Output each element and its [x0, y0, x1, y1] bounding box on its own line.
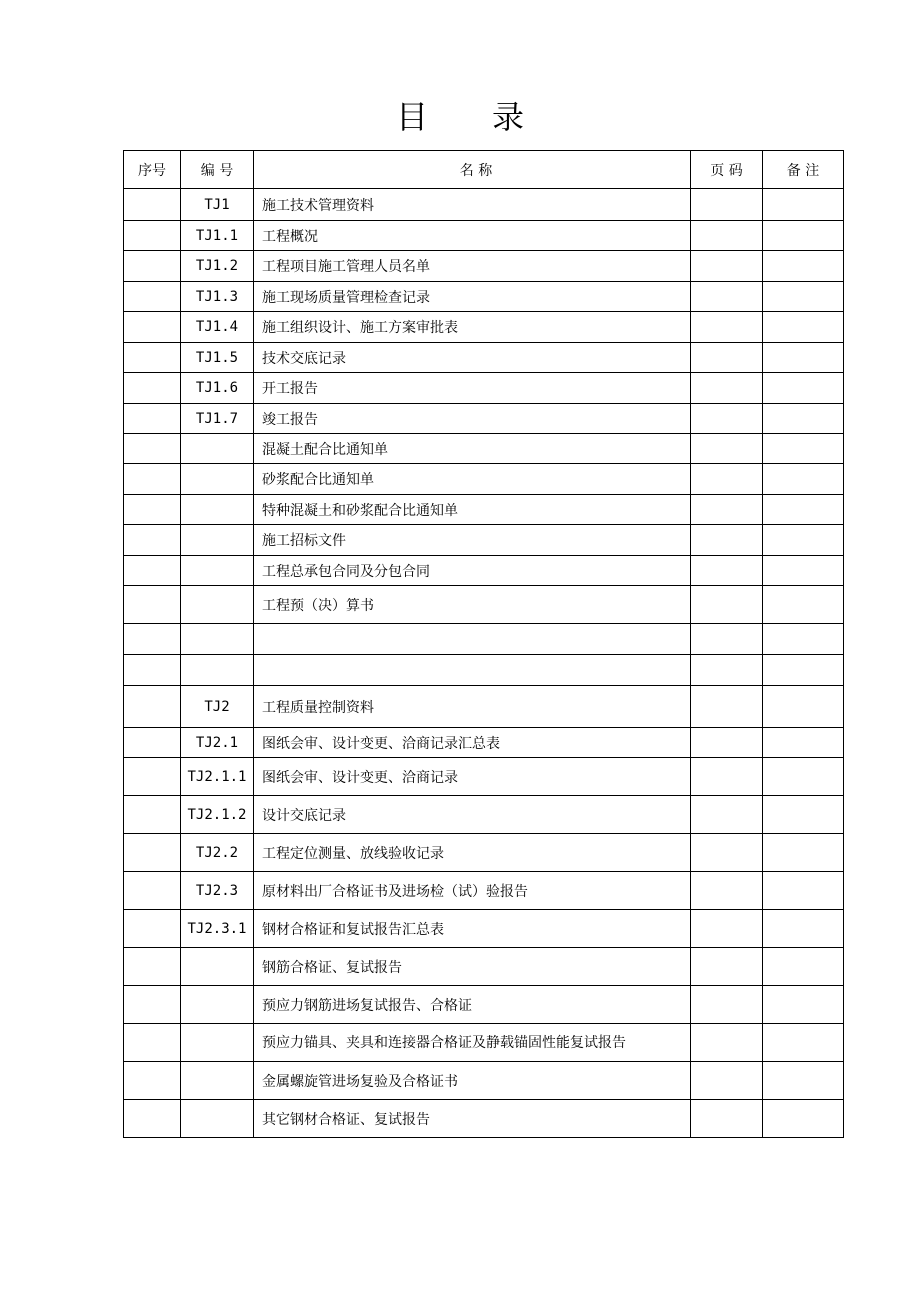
row-note: [763, 251, 844, 282]
row-note: [763, 910, 844, 948]
row-code: [181, 1062, 254, 1100]
row-code: TJ2.1: [181, 728, 254, 758]
table-row: [124, 1062, 844, 1100]
table-row: [124, 525, 844, 556]
row-seq: [124, 556, 181, 586]
row-note: [763, 624, 844, 655]
table-row: [124, 312, 844, 343]
row-name: 工程总承包合同及分包合同: [254, 556, 691, 586]
row-note: [763, 872, 844, 910]
row-seq: [124, 373, 181, 404]
row-page: [691, 373, 763, 404]
row-code: [181, 525, 254, 556]
row-code: TJ1.6: [181, 373, 254, 404]
row-page: [691, 1062, 763, 1100]
row-code: TJ1.5: [181, 343, 254, 373]
header-name: 名 称: [254, 151, 691, 189]
row-code: [181, 495, 254, 525]
row-note: [763, 282, 844, 312]
table-row: [124, 251, 844, 282]
row-page: [691, 282, 763, 312]
row-code: [181, 1100, 254, 1138]
page-title: [0, 92, 920, 138]
header-note: 备 注: [763, 151, 844, 189]
row-code: TJ2.3: [181, 872, 254, 910]
row-note: [763, 728, 844, 758]
table-row: [124, 834, 844, 872]
row-page: [691, 251, 763, 282]
row-seq: [124, 343, 181, 373]
table-row: [124, 221, 844, 251]
row-note: [763, 986, 844, 1024]
row-seq: [124, 221, 181, 251]
row-name: 图纸会审、设计变更、洽商记录: [254, 758, 691, 796]
row-note: [763, 1100, 844, 1138]
row-name: 预应力钢筋进场复试报告、合格证: [254, 986, 691, 1024]
row-note: [763, 525, 844, 556]
row-seq: [124, 312, 181, 343]
row-name: 工程预（决）算书: [254, 586, 691, 624]
row-page: [691, 525, 763, 556]
table-row: [124, 189, 844, 221]
row-name: 竣工报告: [254, 404, 691, 434]
row-page: [691, 221, 763, 251]
row-note: [763, 1062, 844, 1100]
row-seq: [124, 686, 181, 728]
row-code: TJ2: [181, 686, 254, 728]
row-name: 施工技术管理资料: [254, 189, 691, 221]
table-row: [124, 556, 844, 586]
row-seq: [124, 464, 181, 495]
row-page: [691, 948, 763, 986]
row-name: 钢材合格证和复试报告汇总表: [254, 910, 691, 948]
row-note: [763, 404, 844, 434]
row-page: [691, 910, 763, 948]
row-code: TJ1.7: [181, 404, 254, 434]
row-seq: [124, 189, 181, 221]
table-row: [124, 686, 844, 728]
row-name: [254, 655, 691, 686]
row-name: 特种混凝土和砂浆配合比通知单: [254, 495, 691, 525]
row-note: [763, 948, 844, 986]
row-seq: [124, 1024, 181, 1062]
table-row: [124, 434, 844, 464]
row-code: TJ1.4: [181, 312, 254, 343]
row-seq: [124, 1100, 181, 1138]
row-note: [763, 834, 844, 872]
row-note: [763, 189, 844, 221]
table-row: [124, 404, 844, 434]
row-name: 图纸会审、设计变更、洽商记录汇总表: [254, 728, 691, 758]
table-row: [124, 728, 844, 758]
row-seq: [124, 948, 181, 986]
row-code: TJ2.3.1: [181, 910, 254, 948]
row-note: [763, 495, 844, 525]
row-code: TJ1: [181, 189, 254, 221]
row-seq: [124, 986, 181, 1024]
row-name: 预应力锚具、夹具和连接器合格证及静载锚固性能复试报告: [254, 1024, 691, 1062]
table-row: [124, 758, 844, 796]
row-page: [691, 686, 763, 728]
row-page: [691, 434, 763, 464]
table-row: [124, 796, 844, 834]
row-code: TJ2.2: [181, 834, 254, 872]
row-seq: [124, 796, 181, 834]
row-page: [691, 796, 763, 834]
row-code: [181, 1024, 254, 1062]
row-note: [763, 312, 844, 343]
header-seq: 序号: [124, 151, 181, 189]
row-note: [763, 343, 844, 373]
row-name: 施工组织设计、施工方案审批表: [254, 312, 691, 343]
row-note: [763, 464, 844, 495]
row-note: [763, 586, 844, 624]
table-row: [124, 495, 844, 525]
row-name: 金属螺旋管进场复验及合格证书: [254, 1062, 691, 1100]
table-header-row: [124, 151, 844, 189]
row-name: 原材料出厂合格证书及进场检（试）验报告: [254, 872, 691, 910]
table-row: [124, 948, 844, 986]
toc-table: [123, 150, 844, 1138]
row-code: TJ1.3: [181, 282, 254, 312]
row-page: [691, 464, 763, 495]
table-row: [124, 1024, 844, 1062]
row-page: [691, 624, 763, 655]
row-page: [691, 728, 763, 758]
row-note: [763, 686, 844, 728]
row-note: [763, 796, 844, 834]
title-char-2: 录: [492, 98, 525, 136]
table-row: [124, 986, 844, 1024]
row-page: [691, 1024, 763, 1062]
row-code: TJ1.2: [181, 251, 254, 282]
row-code: [181, 986, 254, 1024]
row-seq: [124, 728, 181, 758]
header-page: 页 码: [691, 151, 763, 189]
row-name: 砂浆配合比通知单: [254, 464, 691, 495]
row-note: [763, 556, 844, 586]
row-page: [691, 655, 763, 686]
row-name: 设计交底记录: [254, 796, 691, 834]
row-page: [691, 834, 763, 872]
row-name: 混凝土配合比通知单: [254, 434, 691, 464]
table-row: [124, 655, 844, 686]
row-code: [181, 434, 254, 464]
row-page: [691, 495, 763, 525]
row-seq: [124, 434, 181, 464]
row-page: [691, 758, 763, 796]
row-name: 其它钢材合格证、复试报告: [254, 1100, 691, 1138]
row-name: [254, 624, 691, 655]
row-seq: [124, 910, 181, 948]
row-name: 工程质量控制资料: [254, 686, 691, 728]
row-page: [691, 872, 763, 910]
row-page: [691, 189, 763, 221]
row-page: [691, 1100, 763, 1138]
row-note: [763, 221, 844, 251]
table-row: [124, 910, 844, 948]
row-seq: [124, 404, 181, 434]
row-name: 施工招标文件: [254, 525, 691, 556]
row-code: [181, 464, 254, 495]
table-row: [124, 624, 844, 655]
row-seq: [124, 655, 181, 686]
table-row: [124, 343, 844, 373]
row-note: [763, 655, 844, 686]
row-code: [181, 586, 254, 624]
header-code: 编 号: [181, 151, 254, 189]
row-code: TJ2.1.2: [181, 796, 254, 834]
row-note: [763, 373, 844, 404]
table-row: [124, 373, 844, 404]
row-seq: [124, 834, 181, 872]
row-code: [181, 948, 254, 986]
row-page: [691, 986, 763, 1024]
row-name: 施工现场质量管理检查记录: [254, 282, 691, 312]
row-code: TJ2.1.1: [181, 758, 254, 796]
row-code: [181, 655, 254, 686]
row-code: [181, 556, 254, 586]
row-page: [691, 404, 763, 434]
table-row: [124, 1100, 844, 1138]
row-seq: [124, 1062, 181, 1100]
table-row: [124, 872, 844, 910]
row-seq: [124, 525, 181, 556]
table-row: [124, 586, 844, 624]
row-note: [763, 758, 844, 796]
row-page: [691, 556, 763, 586]
title-char-1: 目: [395, 98, 428, 136]
row-name: 工程项目施工管理人员名单: [254, 251, 691, 282]
row-page: [691, 586, 763, 624]
table-row: [124, 282, 844, 312]
row-note: [763, 1024, 844, 1062]
row-code: [181, 624, 254, 655]
row-page: [691, 312, 763, 343]
row-seq: [124, 251, 181, 282]
row-seq: [124, 758, 181, 796]
row-code: TJ1.1: [181, 221, 254, 251]
row-name: 开工报告: [254, 373, 691, 404]
row-seq: [124, 282, 181, 312]
row-note: [763, 434, 844, 464]
row-seq: [124, 872, 181, 910]
row-name: 技术交底记录: [254, 343, 691, 373]
row-name: 钢筋合格证、复试报告: [254, 948, 691, 986]
row-seq: [124, 586, 181, 624]
row-page: [691, 343, 763, 373]
table-row: [124, 464, 844, 495]
row-seq: [124, 495, 181, 525]
row-name: 工程概况: [254, 221, 691, 251]
row-seq: [124, 624, 181, 655]
row-name: 工程定位测量、放线验收记录: [254, 834, 691, 872]
